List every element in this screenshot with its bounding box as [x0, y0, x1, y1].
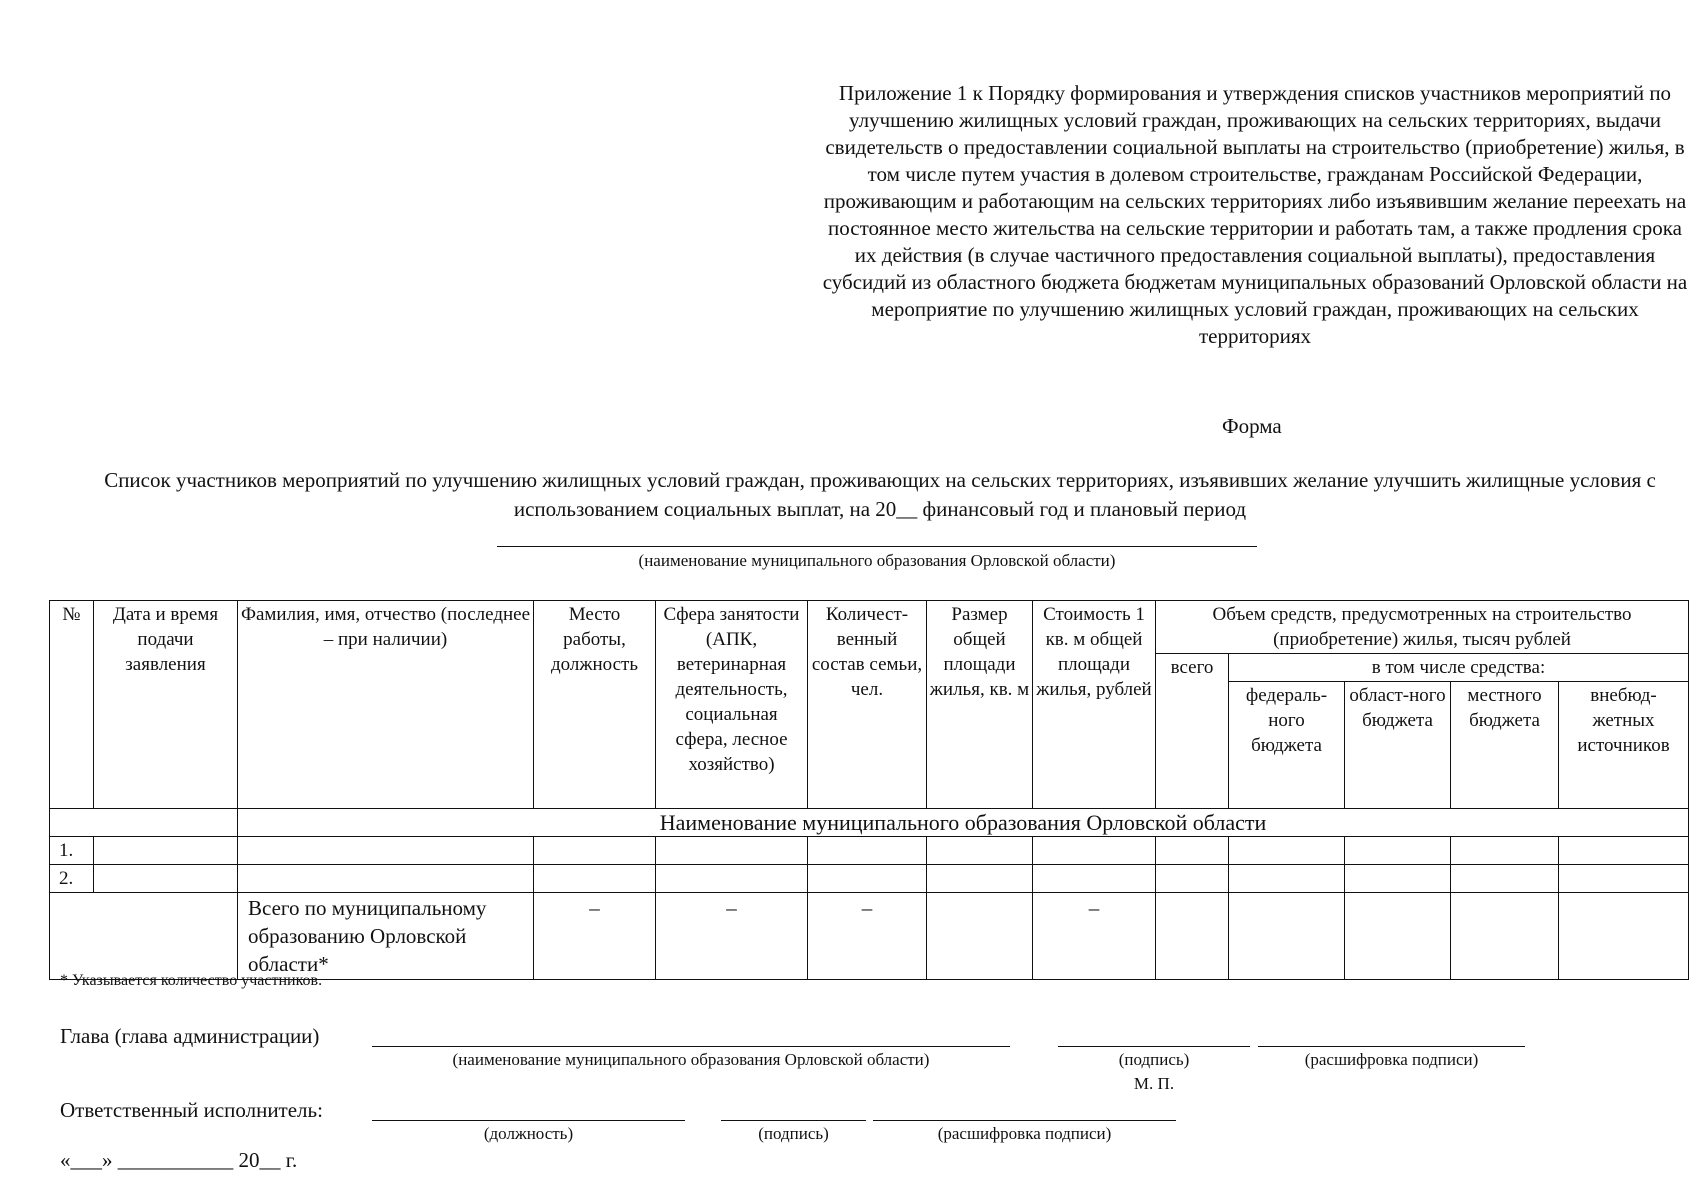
total-label: Всего по муниципальному образованию Орловской области* [238, 893, 534, 980]
table-cell[interactable] [1156, 837, 1229, 865]
col-local-header: местного бюджета [1451, 682, 1559, 809]
table-cell[interactable] [927, 837, 1033, 865]
table-cell[interactable] [238, 837, 534, 865]
table-cell[interactable] [808, 865, 927, 893]
footnote: * Указывается количество участников. [60, 972, 323, 989]
table-cell[interactable] [1229, 837, 1345, 865]
list-title: Список участников мероприятий по улучшению жилищных условий граждан, проживающих на сельских территориях, изъявивших желание улучшить жилищные условия с использованием социальных выплат, на 20__ финансовый год и плановый период [104, 468, 1656, 521]
col-work-header: Место работы, должность [534, 601, 656, 809]
executor-signature-line[interactable] [721, 1120, 866, 1121]
col-federal-header: федераль-ного бюджета [1229, 682, 1345, 809]
table-row [50, 837, 1689, 865]
col-regional-header: област-ного бюджета [1345, 682, 1451, 809]
table-cell[interactable] [1229, 893, 1345, 980]
col-cost-header: Стоимость 1 кв. м общей площади жилья, рублей [1033, 601, 1156, 809]
head-label: Глава (глава администрации) [60, 1024, 320, 1048]
header-row-1 [50, 601, 1689, 654]
date-line[interactable]: «___» ___________ 20__ г. [60, 1148, 298, 1172]
municipality-fill-line[interactable] [497, 546, 1257, 547]
head-municipality-caption: (наименование муниципального образования Орловской области) [452, 1050, 930, 1069]
table-cell[interactable] [1559, 865, 1689, 893]
executor-position-caption: (должность) [483, 1124, 574, 1143]
col-including-header: в том числе средства: [1229, 654, 1689, 682]
table-cell[interactable] [50, 809, 238, 837]
total-row [50, 893, 1689, 980]
col-family-header: Количест-венный состав семьи, чел. [808, 601, 927, 809]
table-cell[interactable] [656, 865, 808, 893]
col-funds-header: Объем средств, предусмотренных на строительство (приобретение) жилья, тысяч рублей [1156, 601, 1689, 654]
col-offbudget-header: внебюд-жетных источников [1559, 682, 1689, 809]
table-cell[interactable] [1345, 837, 1451, 865]
table-cell[interactable] [808, 837, 927, 865]
col-area-header: Размер общей площади жилья, кв. м [927, 601, 1033, 809]
dash-cell: – [1033, 893, 1156, 980]
table-cell[interactable] [927, 893, 1033, 980]
table-cell[interactable] [1559, 893, 1689, 980]
table-cell[interactable] [534, 837, 656, 865]
table-row [50, 865, 1689, 893]
municipality-row [50, 809, 1689, 837]
col-date-header: Дата и время подачи заявления [94, 601, 238, 809]
table-cell[interactable] [1451, 837, 1559, 865]
table-cell [50, 893, 238, 980]
head-signature-caption: (подпись) [1118, 1050, 1190, 1069]
municipality-caption: (наименование муниципального образования Орловской области) [638, 551, 1116, 570]
table-cell[interactable] [1345, 893, 1451, 980]
head-decoding-line[interactable] [1258, 1046, 1525, 1047]
table-cell[interactable] [927, 865, 1033, 893]
table-cell[interactable] [94, 865, 238, 893]
col-sphere-header: Сфера занятости (АПК, ветеринарная деятельность, социальная сфера, лесное хозяйство) [656, 601, 808, 809]
table-cell[interactable] [656, 837, 808, 865]
head-municipality-line[interactable] [372, 1046, 1010, 1047]
dash-cell: – [656, 893, 808, 980]
dash-cell: – [808, 893, 927, 980]
table-cell[interactable] [1559, 837, 1689, 865]
stamp-label: М. П. [1133, 1074, 1175, 1093]
participants-table [49, 600, 1689, 980]
table-cell[interactable] [534, 865, 656, 893]
executor-decoding-line[interactable] [873, 1120, 1176, 1121]
executor-signature-caption: (подпись) [758, 1124, 829, 1143]
col-number-header: № [50, 601, 94, 809]
row-number: 2. [50, 865, 94, 893]
table-cell[interactable] [1156, 893, 1229, 980]
head-decoding-caption: (расшифровка подписи) [1304, 1050, 1479, 1069]
table-cell[interactable] [94, 837, 238, 865]
form-label: Форма [1222, 414, 1282, 438]
col-total-header: всего [1156, 654, 1229, 809]
executor-position-line[interactable] [372, 1120, 685, 1121]
col-name-header: Фамилия, имя, отчество (последнее – при наличии) [238, 601, 534, 809]
table-cell[interactable] [1451, 865, 1559, 893]
table-cell[interactable] [1033, 837, 1156, 865]
table-cell[interactable] [1156, 865, 1229, 893]
table-cell[interactable] [1451, 893, 1559, 980]
table-cell[interactable] [1229, 865, 1345, 893]
dash-cell: – [534, 893, 656, 980]
row-number: 1. [50, 837, 94, 865]
executor-decoding-caption: (расшифровка подписи) [937, 1124, 1112, 1143]
head-signature-line[interactable] [1058, 1046, 1250, 1047]
appendix-text: Приложение 1 к Порядку формирования и утверждения списков участников мероприятий по улучшению жилищных условий граждан, проживающих на сельских территориях, выдачи свидетельств о предоставлении социальной выплаты на строительство (приобретение) жилья, в том числе путем участия в долевом строительстве, гражданам Российской Федерации, проживающим и работающим на сельских территориях либо изъявившим желание переехать на постоянное место жительства на сельские территории и работать там, а также продления срока их действия (в случае частичного предоставления социальной выплаты), предоставления субсидий из областного бюджета бюджетам муниципальных образований Орловской области на мероприятие по улучшению жилищных условий граждан, проживающих на сельских территориях [822, 81, 1688, 348]
table-cell[interactable] [238, 865, 534, 893]
executor-label: Ответственный исполнитель: [60, 1098, 323, 1122]
table-cell[interactable] [1033, 865, 1156, 893]
table-cell[interactable] [1345, 865, 1451, 893]
municipality-row-label: Наименование муниципального образования Орловской области [238, 809, 1689, 837]
